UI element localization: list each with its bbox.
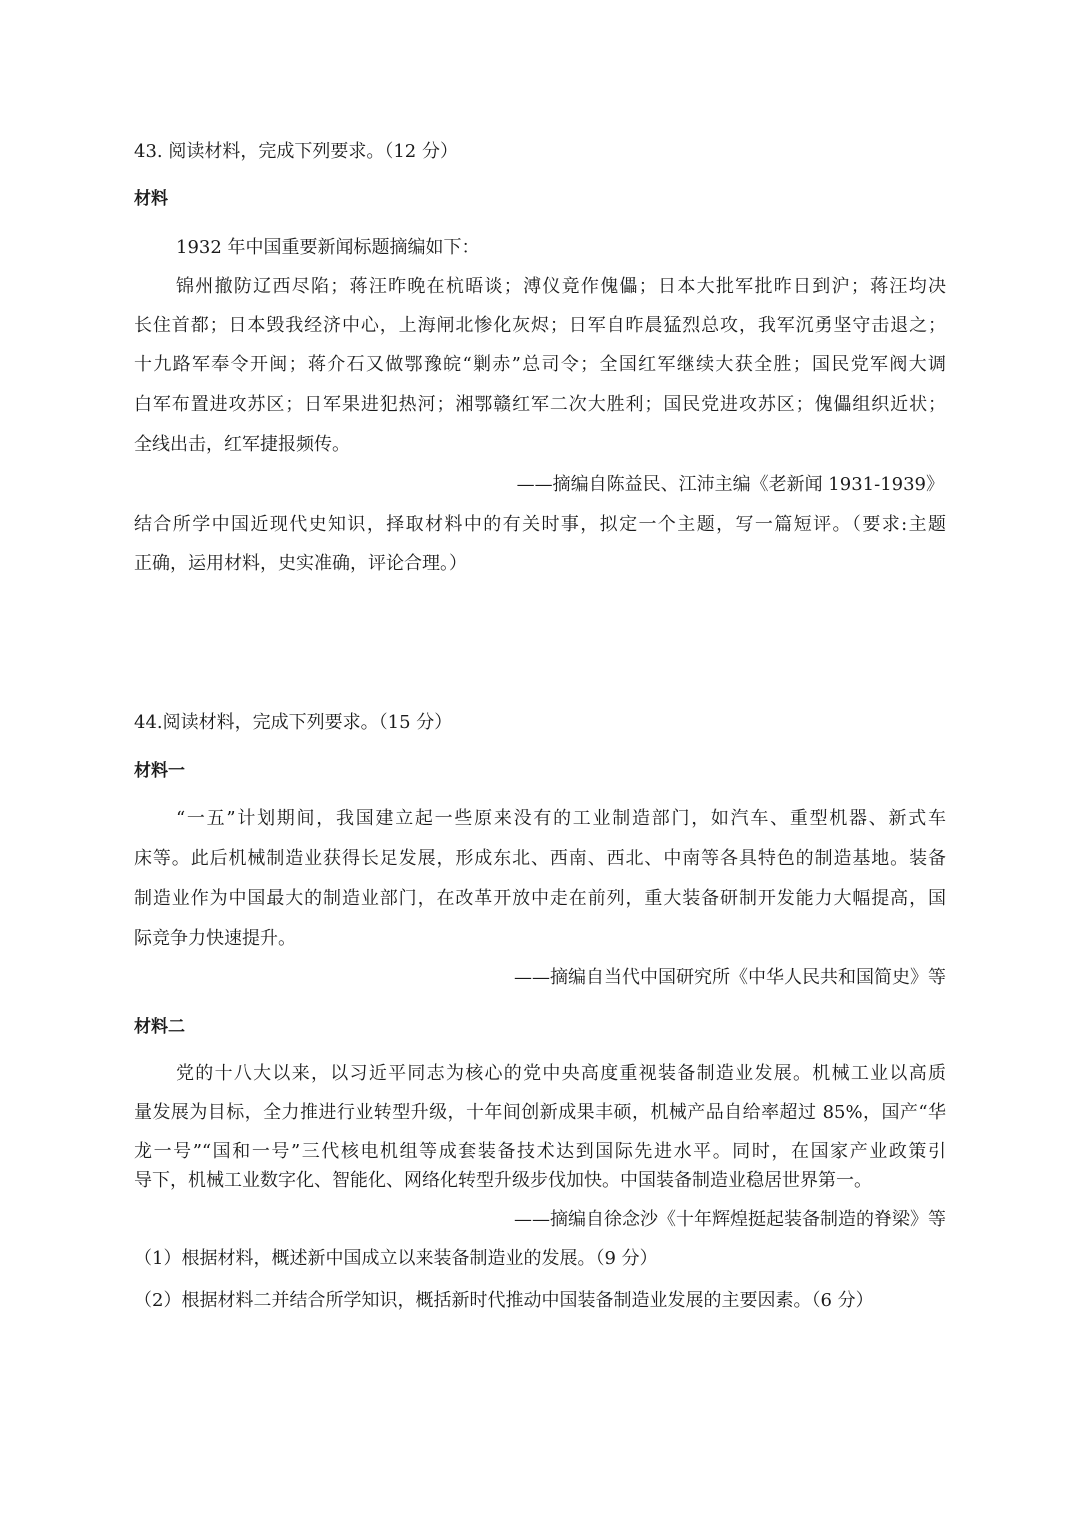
q44-header: 44.阅读材料，完成下列要求。（15 分）	[134, 712, 453, 733]
q43-source: ——摘编自陈益民、江沛主编《老新闻 1931-1939》	[516, 474, 944, 495]
q43-intro: 1932 年中国重要新闻标题摘编如下：	[176, 237, 480, 258]
q44-material1-line: “一五”计划期间，我国建立起一些原来没有的工业制造部门，如汽车、重型机器、新式车	[176, 808, 946, 829]
q44-material1-line: 际竞争力快速提升。	[134, 928, 296, 949]
q44-material2-line: 导下，机械工业数字化、智能化、网络化转型升级步伐加快。中国装备制造业稳居世界第一。	[134, 1170, 872, 1191]
q44-material2-line: 龙一号”“国和一号”三代核电机组等成套装备技术达到国际先进水平。同时，在国家产业政策引	[134, 1141, 946, 1162]
q44-material2-line: 党的十八大以来，以习近平同志为核心的党中央高度重视装备制造业发展。机械工业以高质	[176, 1063, 946, 1084]
q43-material-line: 白军布置进攻苏区；日军果进犯热河；湘鄂赣红军二次大胜利；国民党进攻苏区；傀儡组织近状；	[134, 394, 946, 415]
q43-task-line: 结合所学中国近现代史知识，择取材料中的有关时事，拟定一个主题，写一篇短评。（要求:主题	[134, 514, 946, 535]
q44-material2-title: 材料二	[134, 1017, 185, 1037]
q44-material1-title: 材料一	[134, 761, 185, 781]
q44-material2-line: 量发展为目标，全力推进行业转型升级，十年间创新成果丰硕，机械产品自给率超过 85%，国产“华	[134, 1102, 946, 1123]
q43-material-line: 锦州撤防辽西尽陷；蒋汪昨晚在杭晤谈；溥仪竟作傀儡；日本大批军批昨日到沪；蒋汪均决	[176, 276, 946, 297]
q43-material-line: 十九路军奉令开闽；蒋介石又做鄂豫皖“剿赤”总司令；全国红军继续大获全胜；国民党军阀大调	[134, 354, 946, 375]
q44-question-1: （1）根据材料，概述新中国成立以来装备制造业的发展。（9 分）	[134, 1248, 658, 1269]
q44-question-2: （2）根据材料二并结合所学知识，概括新时代推动中国装备制造业发展的主要因素。（6 分）	[134, 1290, 874, 1311]
q44-material1-line: 制造业作为中国最大的制造业部门，在改革开放中走在前列，重大装备研制开发能力大幅提高，国	[134, 888, 946, 909]
q43-material-line: 长住首都；日本毁我经济中心，上海闸北惨化灰烬；日军自昨晨猛烈总攻，我军沉勇坚守击退之；	[134, 315, 946, 336]
q44-material1-source: ——摘编自当代中国研究所《中华人民共和国简史》等	[514, 967, 946, 988]
q44-material1-line: 床等。此后机械制造业获得长足发展，形成东北、西南、西北、中南等各具特色的制造基地。装备	[134, 848, 946, 869]
q43-material-line: 全线出击，红军捷报频传。	[134, 434, 350, 455]
q44-material2-source: ——摘编自徐念沙《十年辉煌挺起装备制造的脊梁》等	[514, 1209, 946, 1230]
q43-material-title: 材料	[134, 189, 168, 209]
q43-header: 43. 阅读材料，完成下列要求。（12 分）	[134, 141, 458, 162]
q43-task-line: 正确，运用材料，史实准确，评论合理。）	[134, 553, 467, 574]
